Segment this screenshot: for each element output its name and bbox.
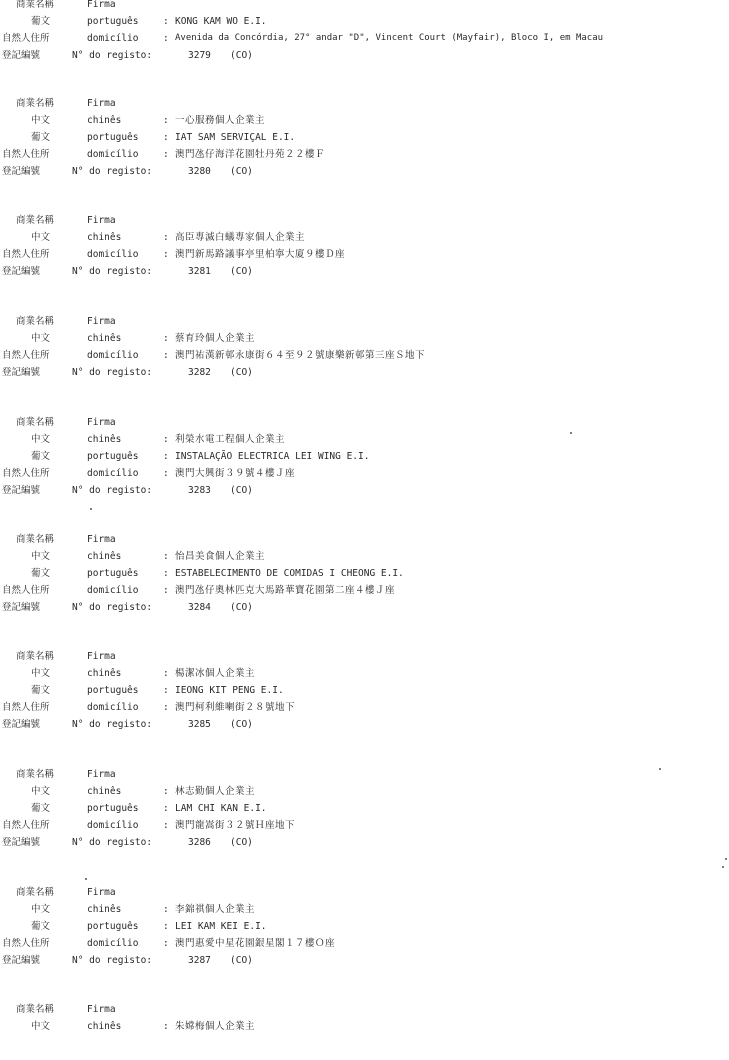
- chinese-label-pt: chinês: [87, 668, 122, 679]
- chinese-name-row: [0, 665, 729, 682]
- registration-code: (CO): [230, 166, 253, 177]
- domicile-label-pt: domicílio: [87, 938, 139, 949]
- portuguese-name-value: INSTALAÇÃO ELECTRICA LEI WING E.I.: [175, 451, 370, 462]
- domicile-label-zh: 自然人住所: [2, 350, 50, 361]
- separator: :: [163, 468, 169, 479]
- firm-name-row: [0, 766, 729, 783]
- separator: :: [163, 551, 169, 562]
- scan-speck: [90, 508, 92, 510]
- firm-name-row: [0, 1001, 729, 1018]
- separator: :: [163, 132, 169, 143]
- registration-label-zh: 登記編號: [2, 485, 41, 496]
- separator: :: [163, 16, 169, 27]
- registration-record: [0, 648, 729, 733]
- registration-code: (CO): [230, 602, 253, 613]
- firm-name-label-zh: 商業名稱: [16, 0, 55, 10]
- domicile-value: 澳門祐漢新邨永康街６４至９２號康樂新邨第三座Ｓ地下: [175, 350, 426, 361]
- separator: :: [163, 921, 169, 932]
- chinese-label-pt: chinês: [87, 232, 122, 243]
- domicile-value: 澳門氹仔海洋花園牡丹苑２２樓Ｆ: [175, 149, 326, 160]
- chinese-label-zh: 中文: [31, 1021, 51, 1032]
- portuguese-label-zh: 葡文: [31, 921, 51, 932]
- registration-number: 3287: [188, 955, 211, 966]
- firm-name-label-pt: Firma: [87, 316, 116, 327]
- firm-name-label-pt: Firma: [87, 215, 116, 226]
- registration-row: [0, 834, 729, 851]
- firm-name-label-pt: Firma: [87, 534, 116, 545]
- domicile-label-pt: domicílio: [87, 350, 139, 361]
- registration-number: 3282: [188, 367, 211, 378]
- separator: :: [163, 451, 169, 462]
- registration-label-zh: 登記編號: [2, 602, 41, 613]
- firm-name-row: [0, 648, 729, 665]
- domicile-label-pt: domicílio: [87, 585, 139, 596]
- registration-row: [0, 263, 729, 280]
- portuguese-label-zh: 葡文: [31, 685, 51, 696]
- registration-number: 3285: [188, 719, 211, 730]
- registration-record: [0, 0, 729, 64]
- registration-number: 3281: [188, 266, 211, 277]
- portuguese-name-row: [0, 800, 729, 817]
- registration-number: 3286: [188, 837, 211, 848]
- firm-name-label-zh: 商業名稱: [16, 651, 55, 662]
- domicile-label-zh: 自然人住所: [2, 249, 50, 260]
- registration-number: 3280: [188, 166, 211, 177]
- chinese-name-value: 高臣專滅白蟻專家個人企業主: [175, 232, 306, 243]
- portuguese-name-row: [0, 13, 729, 30]
- portuguese-label-pt: português: [87, 451, 139, 462]
- domicile-row: [0, 582, 729, 599]
- scan-speck: [570, 432, 572, 434]
- firm-name-label-pt: Firma: [87, 651, 116, 662]
- chinese-name-value: 一心服務個人企業主: [175, 115, 266, 126]
- portuguese-label-pt: português: [87, 803, 139, 814]
- separator: :: [163, 585, 169, 596]
- portuguese-label-zh: 葡文: [31, 132, 51, 143]
- scan-speck: [725, 858, 727, 860]
- registration-label-pt: N° do registo:: [72, 166, 153, 177]
- firm-name-label-zh: 商業名稱: [16, 215, 55, 226]
- registration-record: [0, 766, 729, 851]
- portuguese-name-value: LAM CHI KAN E.I.: [175, 803, 267, 814]
- domicile-label-zh: 自然人住所: [2, 585, 50, 596]
- domicile-value: 澳門新馬路議事亭里柏寧大廈９樓Ｄ座: [175, 249, 346, 260]
- domicile-label-pt: domicílio: [87, 820, 139, 831]
- separator: :: [163, 249, 169, 260]
- separator: :: [163, 685, 169, 696]
- chinese-label-zh: 中文: [31, 434, 51, 445]
- firm-name-row: [0, 313, 729, 330]
- registration-label-pt: N° do registo:: [72, 837, 153, 848]
- chinese-name-row: [0, 548, 729, 565]
- registration-row: [0, 364, 729, 381]
- chinese-label-zh: 中文: [31, 232, 51, 243]
- chinese-name-row: [0, 431, 729, 448]
- registration-row: [0, 716, 729, 733]
- registration-number: 3279: [188, 50, 211, 61]
- separator: :: [163, 333, 169, 344]
- domicile-label-pt: domicílio: [87, 249, 139, 260]
- firm-name-label-pt: Firma: [87, 887, 116, 898]
- separator: :: [163, 668, 169, 679]
- separator: :: [163, 786, 169, 797]
- registration-label-pt: N° do registo:: [72, 367, 153, 378]
- firm-name-label-zh: 商業名稱: [16, 887, 55, 898]
- registration-record: [0, 1001, 729, 1035]
- chinese-name-row: [0, 1018, 729, 1035]
- registration-record: [0, 414, 729, 499]
- portuguese-name-row: [0, 918, 729, 935]
- chinese-name-value: 楊潔冰個人企業主: [175, 668, 256, 679]
- domicile-value: 澳門氹仔奧林匹克大馬路華寶花園第二座４樓Ｊ座: [175, 585, 396, 596]
- domicile-label-zh: 自然人住所: [2, 468, 50, 479]
- separator: :: [163, 702, 169, 713]
- portuguese-name-value: IEONG KIT PENG E.I.: [175, 685, 284, 696]
- domicile-label-zh: 自然人住所: [2, 33, 50, 44]
- domicile-row: [0, 817, 729, 834]
- firm-name-label-zh: 商業名稱: [16, 534, 55, 545]
- chinese-label-zh: 中文: [31, 668, 51, 679]
- registration-record: [0, 212, 729, 280]
- firm-name-label-zh: 商業名稱: [16, 316, 55, 327]
- separator: :: [163, 904, 169, 915]
- firm-name-row: [0, 884, 729, 901]
- domicile-row: [0, 935, 729, 952]
- registration-row: [0, 482, 729, 499]
- registration-row: [0, 952, 729, 969]
- registration-label-zh: 登記編號: [2, 166, 41, 177]
- chinese-label-zh: 中文: [31, 551, 51, 562]
- scan-speck: [722, 866, 724, 868]
- registration-label-zh: 登記編號: [2, 266, 41, 277]
- firm-name-label-zh: 商業名稱: [16, 1004, 55, 1015]
- domicile-value: 澳門龍嵩街３２號Ｈ座地下: [175, 820, 296, 831]
- chinese-name-row: [0, 783, 729, 800]
- portuguese-name-value: KONG KAM WO E.I.: [175, 16, 267, 27]
- chinese-label-pt: chinês: [87, 434, 122, 445]
- registration-code: (CO): [230, 266, 253, 277]
- registration-label-zh: 登記編號: [2, 837, 41, 848]
- separator: :: [163, 149, 169, 160]
- firm-name-label-zh: 商業名稱: [16, 417, 55, 428]
- portuguese-label-zh: 葡文: [31, 16, 51, 27]
- chinese-label-pt: chinês: [87, 551, 122, 562]
- separator: :: [163, 1021, 169, 1032]
- portuguese-name-row: [0, 129, 729, 146]
- registration-label-zh: 登記編號: [2, 367, 41, 378]
- chinese-label-pt: chinês: [87, 904, 122, 915]
- separator: :: [163, 938, 169, 949]
- domicile-label-pt: domicílio: [87, 149, 139, 160]
- domicile-value: 澳門惠愛中星花園銀星閣１７樓Ｏ座: [175, 938, 336, 949]
- registration-code: (CO): [230, 955, 253, 966]
- registration-label-pt: N° do registo:: [72, 719, 153, 730]
- registration-label-pt: N° do registo:: [72, 602, 153, 613]
- chinese-label-pt: chinês: [87, 115, 122, 126]
- registration-code: (CO): [230, 485, 253, 496]
- registration-record: [0, 95, 729, 180]
- domicile-label-pt: domicílio: [87, 468, 139, 479]
- separator: :: [163, 434, 169, 445]
- domicile-value: Avenida da Concórdia, 27° andar "D", Vincent Court (Mayfair), Bloco I, em Macau: [175, 33, 604, 43]
- domicile-row: [0, 699, 729, 716]
- domicile-value: 澳門大興街３９號４樓Ｊ座: [175, 468, 296, 479]
- domicile-row: [0, 146, 729, 163]
- registration-code: (CO): [230, 367, 253, 378]
- firm-name-label-pt: Firma: [87, 0, 116, 10]
- chinese-name-value: 林志勤個人企業主: [175, 786, 256, 797]
- firm-name-row: [0, 0, 729, 13]
- chinese-name-row: [0, 330, 729, 347]
- portuguese-name-value: ESTABELECIMENTO DE COMIDAS I CHEONG E.I.: [175, 568, 404, 579]
- registration-number: 3283: [188, 485, 211, 496]
- chinese-label-pt: chinês: [87, 1021, 122, 1032]
- portuguese-name-row: [0, 565, 729, 582]
- chinese-label-zh: 中文: [31, 115, 51, 126]
- portuguese-label-zh: 葡文: [31, 568, 51, 579]
- portuguese-label-pt: português: [87, 132, 139, 143]
- registration-row: [0, 47, 729, 64]
- domicile-label-zh: 自然人住所: [2, 149, 50, 160]
- domicile-row: [0, 246, 729, 263]
- portuguese-label-pt: português: [87, 921, 139, 932]
- registration-row: [0, 163, 729, 180]
- portuguese-name-value: IAT SAM SERVIÇAL E.I.: [175, 132, 296, 143]
- firm-name-label-pt: Firma: [87, 769, 116, 780]
- registration-record: [0, 531, 729, 616]
- separator: :: [163, 568, 169, 579]
- registration-label-pt: N° do registo:: [72, 266, 153, 277]
- registration-code: (CO): [230, 837, 253, 848]
- portuguese-label-zh: 葡文: [31, 803, 51, 814]
- firm-name-label-zh: 商業名稱: [16, 98, 55, 109]
- domicile-label-zh: 自然人住所: [2, 820, 50, 831]
- separator: :: [163, 33, 169, 44]
- domicile-row: [0, 465, 729, 482]
- firm-name-row: [0, 414, 729, 431]
- chinese-name-row: [0, 229, 729, 246]
- registration-row: [0, 599, 729, 616]
- chinese-name-row: [0, 901, 729, 918]
- firm-name-label-pt: Firma: [87, 417, 116, 428]
- scan-speck: [659, 768, 661, 770]
- chinese-name-value: 朱嫦梅個人企業主: [175, 1021, 256, 1032]
- chinese-name-row: [0, 112, 729, 129]
- firm-name-row: [0, 95, 729, 112]
- separator: :: [163, 820, 169, 831]
- firm-name-label-pt: Firma: [87, 1004, 116, 1015]
- domicile-row: [0, 347, 729, 364]
- firm-name-label-pt: Firma: [87, 98, 116, 109]
- portuguese-label-zh: 葡文: [31, 451, 51, 462]
- chinese-name-value: 利榮水電工程個人企業主: [175, 434, 286, 445]
- chinese-name-value: 蔡育玲個人企業主: [175, 333, 256, 344]
- portuguese-label-pt: português: [87, 685, 139, 696]
- registration-record: [0, 313, 729, 381]
- domicile-label-zh: 自然人住所: [2, 702, 50, 713]
- chinese-name-value: 怡昌美食個人企業主: [175, 551, 266, 562]
- registration-label-zh: 登記編號: [2, 955, 41, 966]
- domicile-label-zh: 自然人住所: [2, 938, 50, 949]
- domicile-value: 澳門柯利維喇街２８號地下: [175, 702, 296, 713]
- chinese-label-zh: 中文: [31, 786, 51, 797]
- portuguese-label-pt: português: [87, 16, 139, 27]
- portuguese-label-pt: português: [87, 568, 139, 579]
- separator: :: [163, 115, 169, 126]
- chinese-name-value: 李錦祺個人企業主: [175, 904, 256, 915]
- firm-name-row: [0, 212, 729, 229]
- registration-label-zh: 登記編號: [2, 50, 41, 61]
- firm-name-label-zh: 商業名稱: [16, 769, 55, 780]
- separator: :: [163, 803, 169, 814]
- chinese-label-zh: 中文: [31, 904, 51, 915]
- registration-record: [0, 884, 729, 969]
- registration-label-pt: N° do registo:: [72, 485, 153, 496]
- separator: :: [163, 232, 169, 243]
- chinese-label-pt: chinês: [87, 333, 122, 344]
- registration-label-zh: 登記編號: [2, 719, 41, 730]
- domicile-label-pt: domicílio: [87, 33, 139, 44]
- portuguese-name-row: [0, 682, 729, 699]
- portuguese-name-row: [0, 448, 729, 465]
- separator: :: [163, 350, 169, 361]
- chinese-label-zh: 中文: [31, 333, 51, 344]
- scan-speck: [85, 878, 87, 880]
- registration-label-pt: N° do registo:: [72, 50, 153, 61]
- portuguese-name-value: LEI KAM KEI E.I.: [175, 921, 267, 932]
- chinese-label-pt: chinês: [87, 786, 122, 797]
- registration-code: (CO): [230, 50, 253, 61]
- firm-name-row: [0, 531, 729, 548]
- registration-label-pt: N° do registo:: [72, 955, 153, 966]
- registration-code: (CO): [230, 719, 253, 730]
- domicile-row: [0, 30, 729, 47]
- registration-number: 3284: [188, 602, 211, 613]
- domicile-label-pt: domicílio: [87, 702, 139, 713]
